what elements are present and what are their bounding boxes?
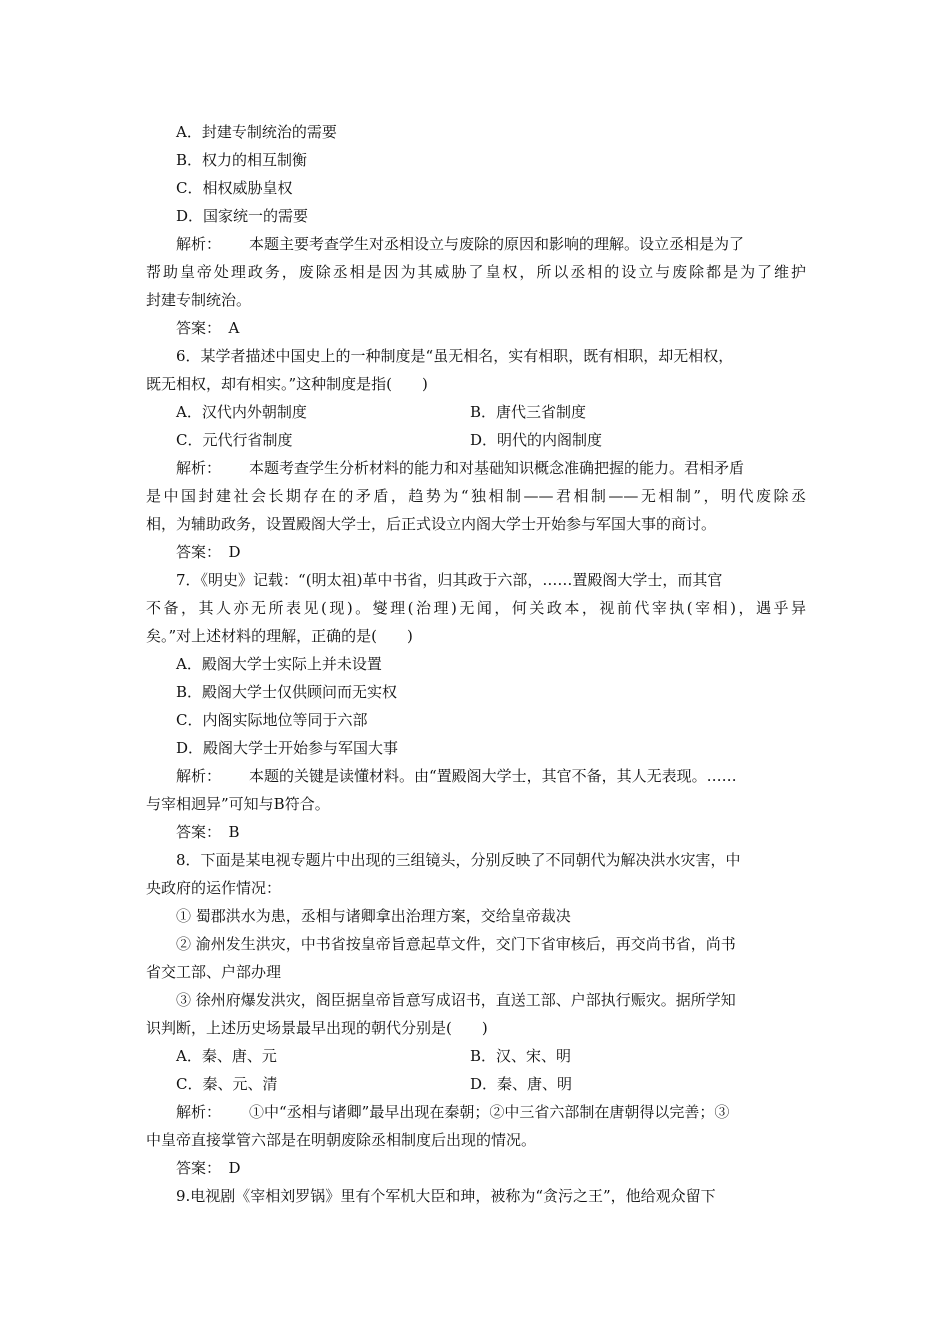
q8-answer: 答案： D xyxy=(176,1159,241,1177)
q5-analysis-text: 本题主要考查学生对丞相设立与废除的原因和影响的理解。设立丞相是为了 xyxy=(249,235,745,253)
q6-option-c: C．元代行省制度 xyxy=(176,431,293,449)
q7-analysis-text: 本题的关键是读懂材料。由“置殿阁大学士，其官不备，其人无表现。…… xyxy=(249,767,737,785)
q7-answer: 答案： B xyxy=(176,823,240,841)
q5-analysis-label: 解析： xyxy=(176,235,222,253)
q8-option-c: C．秦、元、清 xyxy=(176,1075,278,1093)
q5-option-b: B．权力的相互制衡 xyxy=(176,151,308,169)
q7-option-a: A．殿阁大学士实际上并未设置 xyxy=(176,655,382,673)
q8-scene-2-line-2: 省交工部、户部办理 xyxy=(146,963,282,981)
q8-analysis-line-2: 中皇帝直接掌管六部是在明朝废除丞相制度后出现的情况。 xyxy=(146,1131,537,1149)
q6-option-b: B．唐代三省制度 xyxy=(470,403,587,421)
q6-option-a: A．汉代内外朝制度 xyxy=(176,403,307,421)
q6-analysis-text: 本题考查学生分析材料的能力和对基础知识概念准确把握的能力。君相矛盾 xyxy=(249,459,745,477)
q8-analysis-line-1 xyxy=(176,1098,836,1126)
q6-analysis-line-1 xyxy=(176,454,836,482)
q8-option-d: D．秦、唐、明 xyxy=(470,1075,573,1093)
q7-analysis-line-1 xyxy=(176,762,836,790)
q8-scene-2-line-1: ② 渝州发生洪灾，中书省按皇帝旨意起草文件，交门下省审核后，再交尚书省，尚书 xyxy=(176,935,736,953)
q5-option-a: A．封建专制统治的需要 xyxy=(176,123,337,141)
q8-option-a: A．秦、唐、元 xyxy=(176,1047,277,1065)
q7-analysis-label: 解析： xyxy=(176,767,222,785)
q7-option-d: D．殿阁大学士开始参与军国大事 xyxy=(176,739,399,757)
q5-analysis-line-3: 封建专制统治。 xyxy=(146,291,252,309)
q7-stem-line-2: 不备，其人亦无所表见(现)。燮理(治理)无闻，何关政本，视前代宰执(宰相)，遇乎异 xyxy=(146,599,806,617)
q8-scene-1: ① 蜀郡洪水为患，丞相与诸卿拿出治理方案，交给皇帝裁决 xyxy=(176,907,571,925)
q9-stem-line-1: 9.电视剧《宰相刘罗锅》里有个军机大臣和珅，被称为“贪污之王”，他给观众留下 xyxy=(176,1187,716,1205)
q7-option-c: C．内阁实际地位等同于六部 xyxy=(176,711,368,729)
q6-analysis-label: 解析： xyxy=(176,459,222,477)
q6-analysis-line-3: 相，为辅助政务，设置殿阁大学士，后正式设立内阁大学士开始参与军国大事的商讨。 xyxy=(146,515,717,533)
q8-option-b: B．汉、宋、明 xyxy=(470,1047,572,1065)
q8-scene-3-line-2: 识判断，上述历史场景最早出现的朝代分别是( ) xyxy=(146,1019,488,1037)
q7-analysis-line-2: 与宰相迥异”可知与B符合。 xyxy=(146,795,330,813)
q6-analysis-line-2: 是中国封建社会长期存在的矛盾，趋势为“独相制——君相制——无相制”，明代废除丞 xyxy=(146,487,806,505)
q7-stem-line-1: 7．《明史》记载：“(明太祖)革中书省，归其政于六部，……置殿阁大学士，而其官 xyxy=(176,571,723,589)
q7-option-b: B．殿阁大学士仅供顾问而无实权 xyxy=(176,683,398,701)
q8-analysis-label: 解析： xyxy=(176,1103,222,1121)
q6-answer: 答案： D xyxy=(176,543,241,561)
q5-analysis-line-1 xyxy=(176,230,836,258)
q8-stem-line-1: 8．下面是某电视专题片中出现的三组镜头，分别反映了不同朝代为解决洪水灾害，中 xyxy=(176,851,741,869)
q5-option-d: D．国家统一的需要 xyxy=(176,207,309,225)
q5-option-c: C．相权威胁皇权 xyxy=(176,179,293,197)
q7-stem-line-3: 矣。”对上述材料的理解，正确的是( ) xyxy=(146,627,413,645)
q8-scene-3-line-1: ③ 徐州府爆发洪灾，阁臣据皇帝旨意写成诏书，直送工部、户部执行赈灾。据所学知 xyxy=(176,991,736,1009)
q6-stem-line-1: 6．某学者描述中国史上的一种制度是“虽无相名，实有相职，既有相职，却无相权， xyxy=(176,347,734,365)
q6-option-d: D．明代的内阁制度 xyxy=(470,431,603,449)
q6-stem-line-2: 既无相权，却有相实。”这种制度是指( ) xyxy=(146,375,428,393)
q8-stem-line-2: 央政府的运作情况： xyxy=(146,879,282,897)
q5-analysis-line-2: 帮助皇帝处理政务，废除丞相是因为其威胁了皇权，所以丞相的设立与废除都是为了维护 xyxy=(146,263,806,281)
q5-answer: 答案： A xyxy=(176,319,240,337)
q8-analysis-text: ①中“丞相与诸卿”最早出现在秦朝；②中三省六部制在唐朝得以完善；③ xyxy=(249,1103,730,1121)
